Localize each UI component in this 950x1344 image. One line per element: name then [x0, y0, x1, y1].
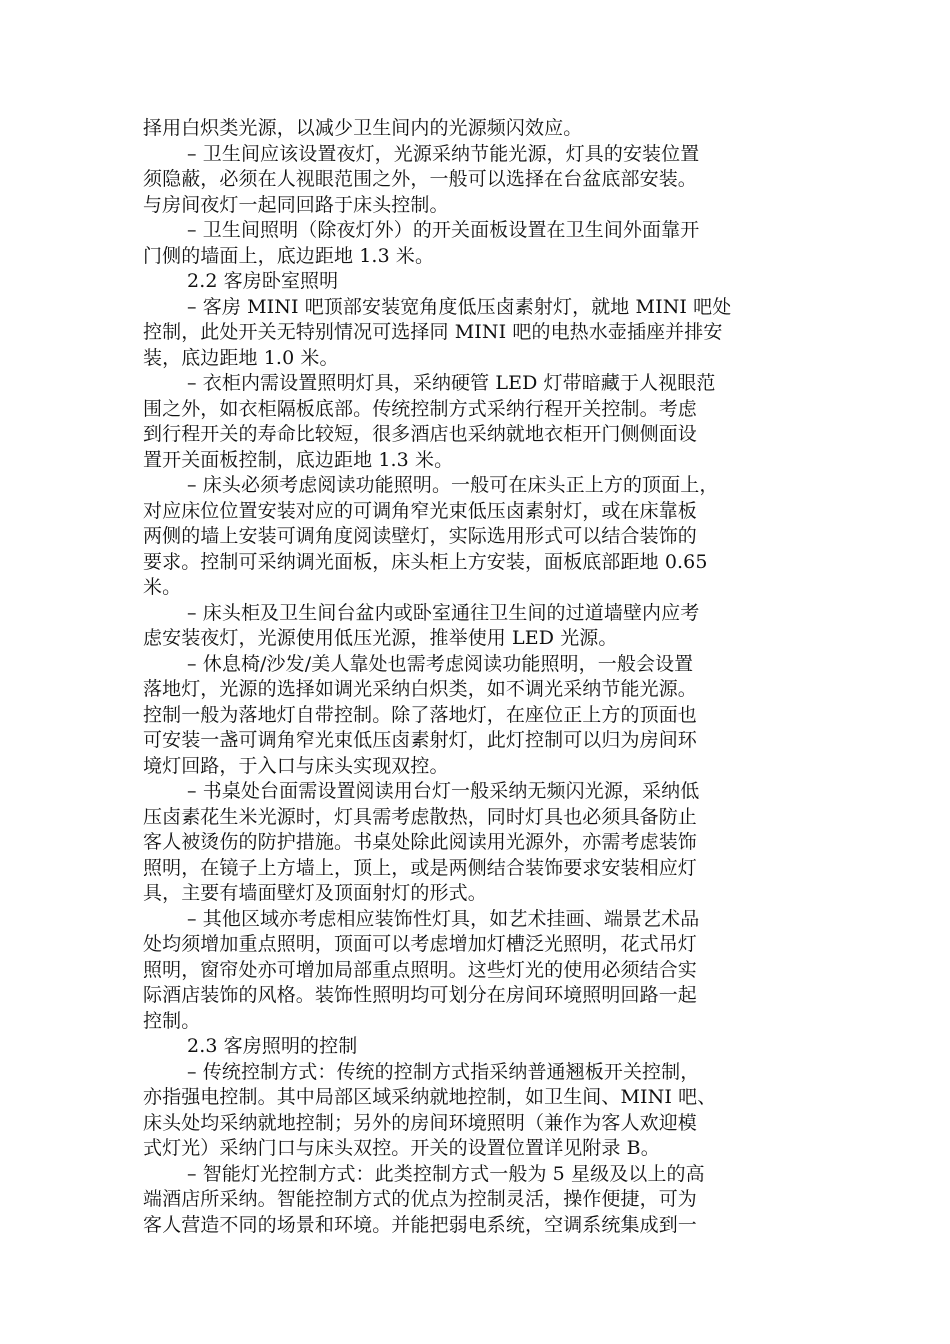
text-line: 装，底边距地 1.0 米。	[143, 346, 339, 369]
text-line: 际酒店装饰的风格。装饰性照明均可划分在房间环境照明回路一起	[143, 984, 697, 1006]
text-line: 须隐蔽，必须在人视眼范围之外，一般可以选择在台盆底部安装。	[143, 168, 697, 190]
text-line: 择用白炽类光源，以减少卫生间内的光源频闪效应。	[143, 117, 583, 139]
text-line: 米。	[143, 576, 182, 598]
text-line: 控制一般为落地灯自带控制。除了落地灯，在座位正上方的顶面也	[143, 703, 697, 726]
text-line: 控制，此处开关无特别情况可选择同 MINI 吧的电热水壶插座并排安	[143, 321, 723, 343]
text-line: 床头处均采纳就地控制；另外的房间环境照明（兼作为客人欢迎模	[143, 1111, 697, 1134]
text-line: – 床头柜及卫生间台盆内或卧室通往卫生间的过道墙壁内应考	[187, 601, 700, 624]
text-line: 两侧的墙上安装可调角度阅读壁灯，实际选用形式可以结合装饰的	[143, 525, 697, 547]
text-line: 照明，窗帘处亦可增加局部重点照明。这些灯光的使用必须结合实	[143, 958, 697, 981]
text-line: – 床头必须考虑阅读功能照明。一般可在床头正上方的顶面上，	[187, 474, 719, 496]
text-line: 处均须增加重点照明，顶面可以考虑增加灯槽泛光照明，花式吊灯	[143, 933, 697, 955]
section-heading: 2.3 客房照明的控制	[187, 1035, 358, 1057]
text-line: 与房间夜灯一起同回路于床头控制。	[143, 193, 449, 216]
document-body	[143, 116, 803, 1238]
text-line: 境灯回路，于入口与床头实现双控。	[143, 754, 449, 777]
text-line: 亦指强电控制。其中局部区域采纳就地控制，如卫生间、MINI 吧、	[143, 1086, 717, 1108]
text-line: 门侧的墙面上，底边距地 1.3 米。	[143, 244, 435, 267]
text-line: – 卫生间应该设置夜灯，光源采纳节能光源，灯具的安装位置	[187, 142, 700, 165]
text-line: 式灯光）采纳门口与床头双控。开关的设置位置详见附录 B。	[143, 1137, 660, 1159]
text-line: 对应床位位置安装对应的可调角窄光束低压卤素射灯，或在床靠板	[143, 499, 697, 522]
text-line: – 客房 MINI 吧顶部安装宽角度低压卤素射灯，就地 MINI 吧处	[187, 295, 732, 318]
text-line: 落地灯，光源的选择如调光采纳白炽类，如不调光采纳节能光源。	[143, 678, 697, 700]
section-heading: 2.2 客房卧室照明	[187, 270, 339, 292]
text-line: – 书桌处台面需设置阅读用台灯一般采纳无频闪光源，采纳低	[187, 780, 700, 802]
text-line: – 卫生间照明（除夜灯外）的开关面板设置在卫生间外面靠开	[187, 219, 700, 241]
text-line: 端酒店所采纳。智能控制方式的优点为控制灵活，操作便捷，可为	[143, 1188, 697, 1210]
text-line: 到行程开关的寿命比较短，很多酒店也采纳就地衣柜开门侧侧面设	[143, 423, 697, 445]
text-line: 控制。	[143, 1009, 201, 1032]
text-line: 置开关面板控制，底边距地 1.3 米。	[143, 448, 454, 471]
text-line: 客人被烫伤的防护措施。书桌处除此阅读用光源外，亦需考虑装饰	[143, 831, 697, 853]
text-line: 虑安装夜灯，光源使用低压光源，推举使用 LED 光源。	[143, 627, 618, 649]
text-line: 要求。控制可采纳调光面板，床头柜上方安装，面板底部距地 0.65	[143, 550, 708, 573]
text-line: – 衣柜内需设置照明灯具，采纳硬管 LED 灯带暗藏于人视眼范	[187, 372, 716, 394]
text-line: 可安装一盏可调角窄光束低压卤素射灯，此灯控制可以归为房间环	[143, 729, 697, 751]
text-line: 具，主要有墙面壁灯及顶面射灯的形式。	[143, 882, 487, 904]
text-line: – 智能灯光控制方式：此类控制方式一般为 5 星级及以上的高	[187, 1162, 705, 1185]
text-line: 压卤素花生米光源时，灯具需考虑散热，同时灯具也必须具备防止	[143, 805, 697, 828]
text-line: 照明，在镜子上方墙上，顶上，或是两侧结合装饰要求安装相应灯	[143, 856, 697, 879]
text-line: 围之外，如衣柜隔板底部。传统控制方式采纳行程开关控制。考虑	[143, 397, 697, 420]
text-line: 客人营造不同的场景和环境。并能把弱电系统，空调系统集成到一	[143, 1213, 697, 1236]
text-line: – 休息椅/沙发/美人靠处也需考虑阅读功能照明，一般会设置	[187, 652, 694, 675]
text-line: – 传统控制方式：传统的控制方式指采纳普通翘板开关控制，	[187, 1060, 700, 1083]
text-line: – 其他区域亦考虑相应装饰性灯具，如艺术挂画、端景艺术品	[187, 907, 700, 930]
